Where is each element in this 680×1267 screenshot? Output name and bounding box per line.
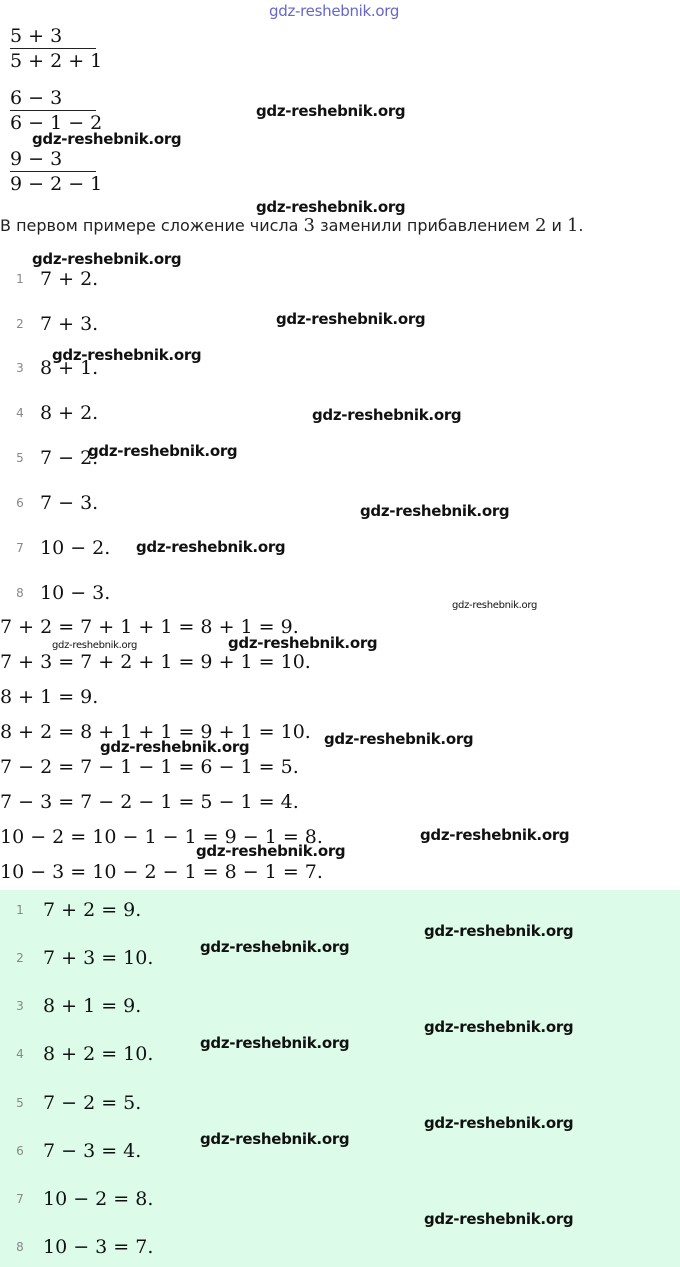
explanation-number: 2 <box>534 215 547 236</box>
solution-line: 7 − 3 = 7 − 2 − 1 = 5 − 1 = 4. <box>0 791 299 813</box>
solution-line: 7 + 2 = 7 + 1 + 1 = 8 + 1 = 9. <box>0 616 299 638</box>
answer-expression: 10 − 2 = 8. <box>43 1188 154 1210</box>
watermark: gdz-reshebnik.org <box>312 406 462 424</box>
watermark: gdz-reshebnik.org <box>228 634 378 652</box>
watermark: gdz-reshebnik.org <box>424 1114 574 1132</box>
solution-line: 10 − 3 = 10 − 2 − 1 = 8 − 1 = 7. <box>0 861 323 883</box>
watermark: gdz-reshebnik.org <box>200 1130 350 1148</box>
task-expression: 7 + 3. <box>40 313 99 335</box>
answer-number: 7 <box>16 1192 24 1206</box>
watermark: gdz-reshebnik.org <box>32 250 182 268</box>
solution-line: 7 + 3 = 7 + 2 + 1 = 9 + 1 = 10. <box>0 651 311 673</box>
answer-expression: 7 + 2 = 9. <box>43 899 142 921</box>
task-number: 2 <box>16 317 24 331</box>
task-number: 1 <box>16 272 24 286</box>
watermark: gdz-reshebnik.org <box>200 1034 350 1052</box>
watermark: gdz-reshebnik.org <box>196 842 346 860</box>
watermark: gdz-reshebnik.org <box>256 198 406 216</box>
fraction <box>10 24 103 73</box>
watermark: gdz-reshebnik.org <box>420 826 570 844</box>
watermark: gdz-reshebnik.org <box>52 346 202 364</box>
fraction-denominator: 6 − 1 − 2 <box>10 112 103 134</box>
answer-number: 1 <box>16 903 24 917</box>
watermark: gdz-reshebnik.org <box>424 1210 574 1228</box>
explanation-part: В первом примере сложение числа <box>0 216 304 235</box>
watermark: gdz-reshebnik.org <box>276 310 426 328</box>
explanation-part: и <box>546 216 567 235</box>
solution-line: 7 − 2 = 7 − 1 − 1 = 6 − 1 = 5. <box>0 756 299 778</box>
answer-number: 3 <box>16 999 24 1013</box>
watermark: gdz-reshebnik.org <box>200 938 350 956</box>
fraction-numerator: 5 + 3 <box>10 25 63 47</box>
answer-number: 8 <box>16 1240 24 1254</box>
solution-line: 10 − 2 = 10 − 1 − 1 = 9 − 1 = 8. <box>0 826 323 848</box>
fraction-denominator: 9 − 2 − 1 <box>10 173 103 195</box>
fraction-numerator: 9 − 3 <box>10 148 63 170</box>
task-expression: 10 − 3. <box>40 582 111 604</box>
task-expression: 7 + 2. <box>40 268 99 290</box>
fraction-numerator: 6 − 3 <box>10 87 63 109</box>
watermark: gdz-reshebnik.org <box>452 600 538 611</box>
task-number: 6 <box>16 496 24 510</box>
watermark: gdz-reshebnik.org <box>52 640 138 651</box>
task-expression: 7 − 2. <box>40 447 99 469</box>
watermark: gdz-reshebnik.org <box>100 738 250 756</box>
explanation-number: 3 <box>303 215 315 236</box>
task-number: 8 <box>16 586 24 600</box>
fraction <box>10 86 103 135</box>
watermark: gdz-reshebnik.org <box>136 538 286 556</box>
task-expression: 7 − 3. <box>40 492 99 514</box>
task-expression: 10 − 2. <box>40 537 111 559</box>
site-link[interactable]: gdz-reshebnik.org <box>269 2 400 20</box>
fraction <box>10 147 103 196</box>
answer-number: 6 <box>16 1144 24 1158</box>
explanation-part: . <box>578 216 584 235</box>
solution-line: 8 + 2 = 8 + 1 + 1 = 9 + 1 = 10. <box>0 721 311 743</box>
answer-expression: 7 − 3 = 4. <box>43 1140 142 1162</box>
answer-number: 2 <box>16 951 24 965</box>
watermark: gdz-reshebnik.org <box>256 102 406 120</box>
solution-line: 8 + 1 = 9. <box>0 686 99 708</box>
task-number: 4 <box>16 406 24 420</box>
answer-number: 5 <box>16 1096 24 1110</box>
watermark: gdz-reshebnik.org <box>324 730 474 748</box>
task-number: 5 <box>16 451 24 465</box>
watermark: gdz-reshebnik.org <box>424 922 574 940</box>
task-expression: 8 + 1. <box>40 357 99 379</box>
explanation-number: 1 <box>566 215 579 236</box>
watermark: gdz-reshebnik.org <box>360 502 510 520</box>
task-expression: 8 + 2. <box>40 402 99 424</box>
task-number: 3 <box>16 361 24 375</box>
watermark: gdz-reshebnik.org <box>32 130 182 148</box>
watermark: gdz-reshebnik.org <box>424 1018 574 1036</box>
answer-expression: 7 − 2 = 5. <box>43 1092 142 1114</box>
answer-expression: 10 − 3 = 7. <box>43 1236 154 1258</box>
fraction-denominator: 5 + 2 + 1 <box>10 50 103 72</box>
explanation-text <box>0 215 680 236</box>
watermark: gdz-reshebnik.org <box>88 442 238 460</box>
answer-expression: 8 + 2 = 10. <box>43 1043 154 1065</box>
explanation-part: заменили прибавлением <box>315 216 535 235</box>
answer-number: 4 <box>16 1047 24 1061</box>
answer-expression: 8 + 1 = 9. <box>43 995 142 1017</box>
answer-expression: 7 + 3 = 10. <box>43 947 154 969</box>
task-number: 7 <box>16 541 24 555</box>
